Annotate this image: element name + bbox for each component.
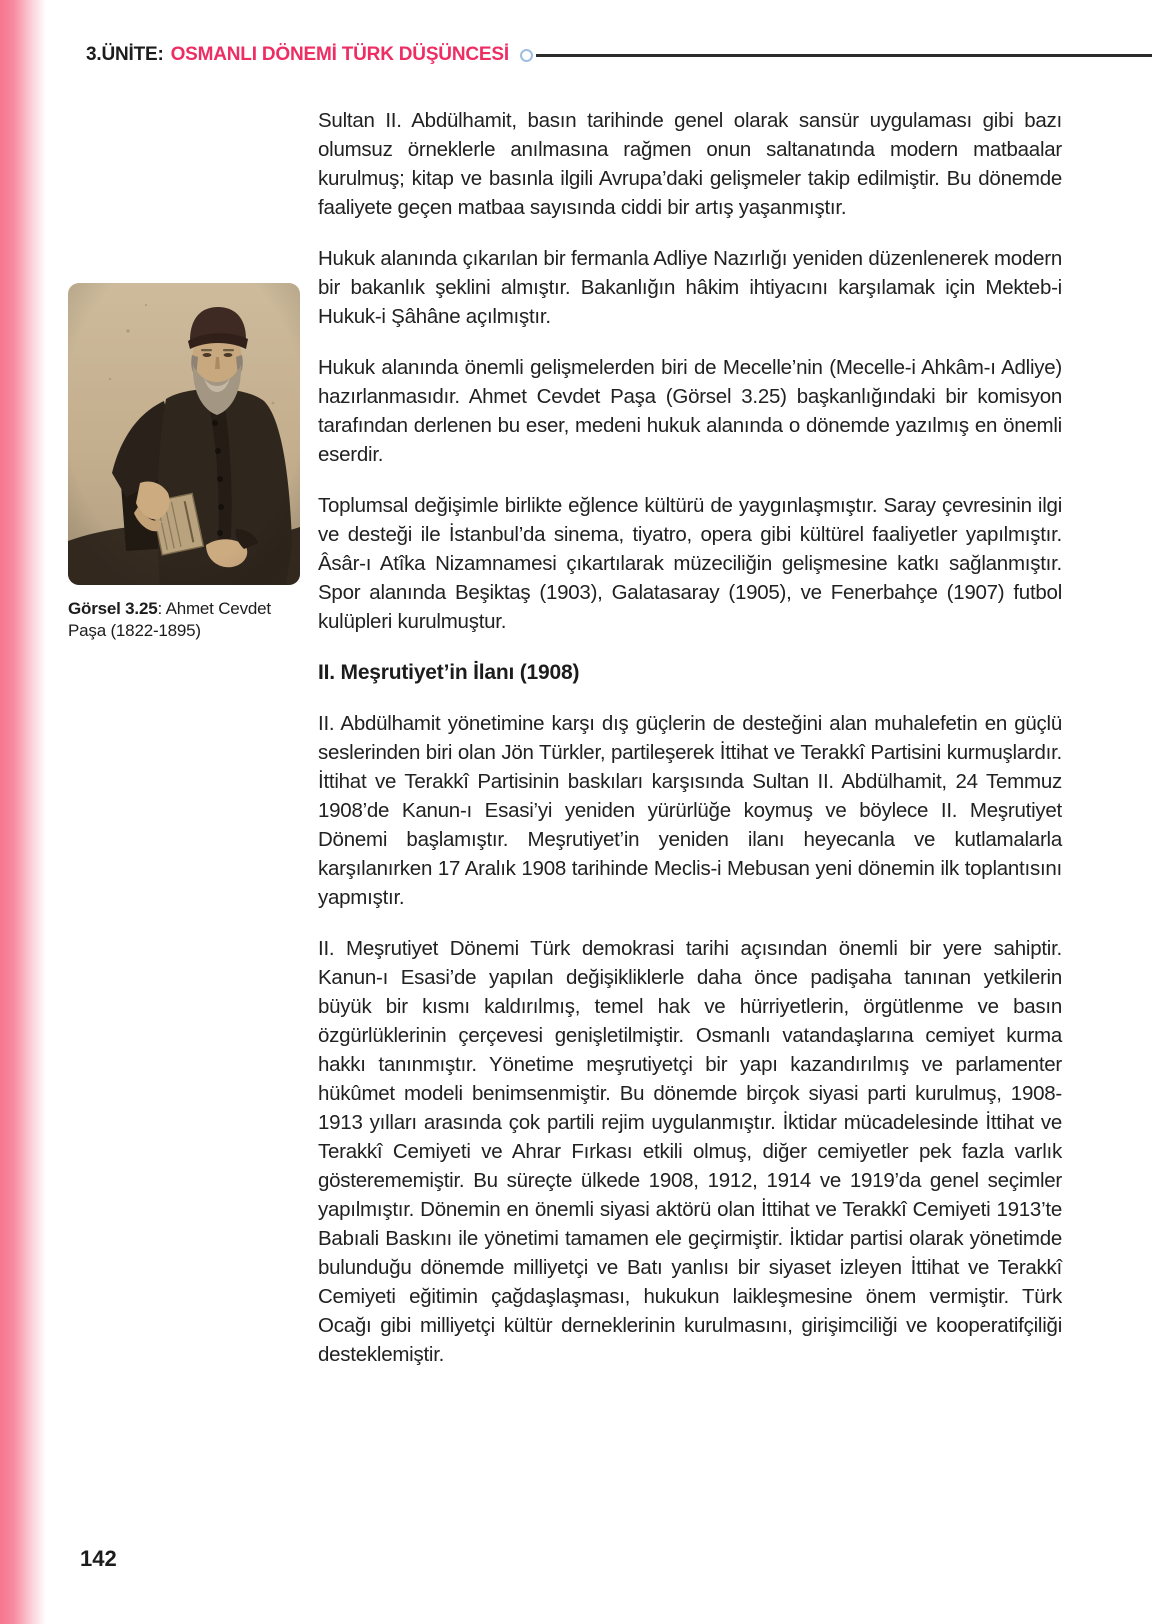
figure-caption [68,598,300,642]
figure-caption-label: Görsel 3.25 [68,599,158,618]
page-edge-stripe [0,0,46,1624]
unit-header [86,44,1152,66]
section-heading: II. Meşrutiyet’in İlanı (1908) [318,661,580,684]
paragraph: Sultan II. Abdülhamit, basın tarihinde genel olarak sansür uygulaması gibi bazı olumsuz örneklerle anılmasına rağmen onun saltanatında modern matbaalar kurulmuş; kitap ve basınla ilgili Avrupa’daki gelişmeler takip edilmiştir. Bu dönemde faaliyete geçen matbaa sayısında ciddi bir artış yaşanmıştır. [318,109,1062,219]
figure-caption-text: : Ahmet Cevdet Paşa (1822-1895) [68,599,271,640]
paragraph: II. Meşrutiyet Dönemi Türk demokrasi tarihi açısından önemli bir yere sahiptir. Kanun-ı Esasi’de yapılan değişikliklerle daha önce padişaha tanınan yetkilerin büyük bir kısmı kaldırılmış, temel hak ve hürriyetlerin, örgütlenme ve basın özgürlüklerinin çerçevesi genişletilmiştir. Osmanlı vatandaşlarına cemiyet kurma hakkı tanınmıştır. Yönetime meşrutiyetçi bir yapı kazandırılmış ve parlamenter hükûmet modeli benimsenmiştir. Bu dönemde birçok siyasi parti kurulmuş, 1908-1913 yılları arasında çok partili rejim uygulanmıştır. İktidar mücadelesinde İttihat ve Terakkî Cemiyeti ve Ahrar Fırkası etkili olmuş, diğer cemiyetler pek fazla varlık gösterememiştir. Bu süreçte ülkede 1908, 1912, 1914 ve 1919’da genel seçimler yapılmıştır. Dönemin en önemli siyasi aktörü olan İttihat ve Terakkî Cemiyeti 1913’te Babıali Baskını ile yönetimi tamamen ele geçirmiştir. İktidar partisi olarak yönetimde bulunduğu dönemde milliyetçi ve Batı yanlısı bir siyaset izleyen İttihat ve Terakkî Cemiyeti eğitimin çağdaşlaşması, hukukun laikleşmesine önem vermiştir. Türk Ocağı gibi milliyetçi kültür derneklerinin kurulmasını, girişimciliği ve kooperatifçiliği desteklemiştir. [318,937,1062,1366]
portrait-photo [68,283,300,585]
page-number: 142 [80,1546,117,1571]
unit-number-label: 3.ÜNİTE: [86,44,164,65]
figure-block [68,283,300,642]
paragraph: Toplumsal değişimle birlikte eğlence kültürü de yaygınlaşmıştır. Saray çevresinin ilgi ve desteği ile İstanbul’da sinema, tiyatro, opera gibi kültürel faaliyetler yapılmıştır. Âsâr-ı Atîka Nizamnamesi çıkartılarak müzeciliğin gelişmesine katkı sağlanmıştır. Spor alanında Beşiktaş (1903), Galatasaray (1905), ve Fenerbahçe (1907) futbol kulüpleri kurulmuştur. [318,494,1062,633]
header-rule-line [536,54,1152,57]
unit-title: OSMANLI DÖNEMİ TÜRK DÜŞÜNCESİ [170,44,509,65]
body-text-column [318,106,1062,1391]
paragraph: Hukuk alanında önemli gelişmelerden biri de Mecelle’nin (Mecelle-i Ahkâm-ı Adliye) hazırlanmasıdır. Ahmet Cevdet Paşa (Görsel 3.25) başkanlığındaki bir komisyon tarafından derlenen bu eser, medeni hukuk alanında o dönemde yazılmış en önemli eserdir. [318,356,1062,466]
paragraph: Hukuk alanında çıkarılan bir fermanla Adliye Nazırlığı yeniden düzenlenerek modern bir bakanlık şeklini almıştır. Bakanlığın hâkim ihtiyacını karşılamak için Mekteb-i Hukuk-i Şâhâne açılmıştır. [318,247,1062,328]
paragraph: II. Abdülhamit yönetimine karşı dış güçlerin de desteğini alan muhalefetin en güçlü seslerinden biri olan Jön Türkler, partileşerek İttihat ve Terakkî Partisini kurmuşlardır. İttihat ve Terakkî Partisinin baskıları karşısında Sultan II. Abdülhamit, 24 Temmuz 1908’de Kanun-ı Esasi’yi yeniden yürürlüğe koymuş ve böylece II. Meşrutiyet Dönemi başlamıştır. Meşrutiyet’in yeniden ilanı heyecanla ve kutlamalarla karşılanırken 17 Aralık 1908 tarihinde Meclis-i Mebusan yeni dönemin ilk toplantısını yapmıştır. [318,712,1062,909]
header-circle-ornament-icon [520,49,533,62]
